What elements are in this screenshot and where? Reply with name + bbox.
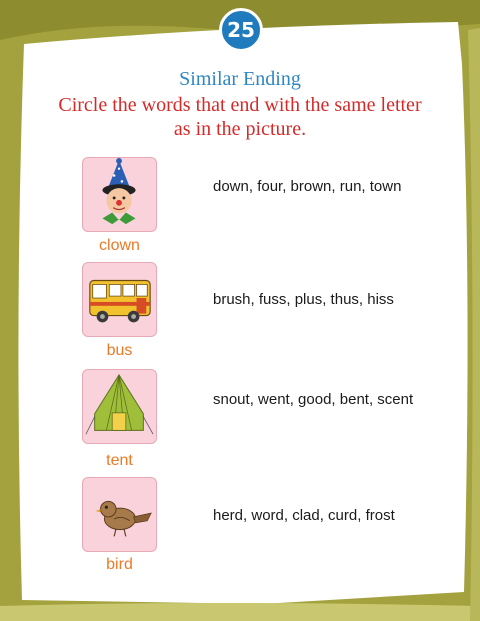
picture-label: bus (106, 342, 133, 359)
picture-label: bird (106, 556, 133, 573)
word-list: snout, went, good, bent, scent (213, 391, 414, 408)
instructions-text: Circle the words that end with the same letter as in the picture. (58, 94, 422, 140)
page-number-badge: 25 (219, 8, 263, 52)
word-list: brush, fuss, plus, thus, hiss (213, 291, 394, 308)
word-list: herd, word, clad, curd, frost (213, 507, 395, 524)
word-list: down, four, brown, run, town (213, 178, 402, 195)
clown-picture (82, 157, 157, 232)
bird-picture (82, 477, 157, 552)
picture-label: clown (99, 237, 140, 254)
page-title: Similar Ending (179, 68, 301, 90)
picture-label: tent (106, 452, 133, 469)
tent-picture (82, 369, 157, 444)
bus-picture (82, 262, 157, 337)
